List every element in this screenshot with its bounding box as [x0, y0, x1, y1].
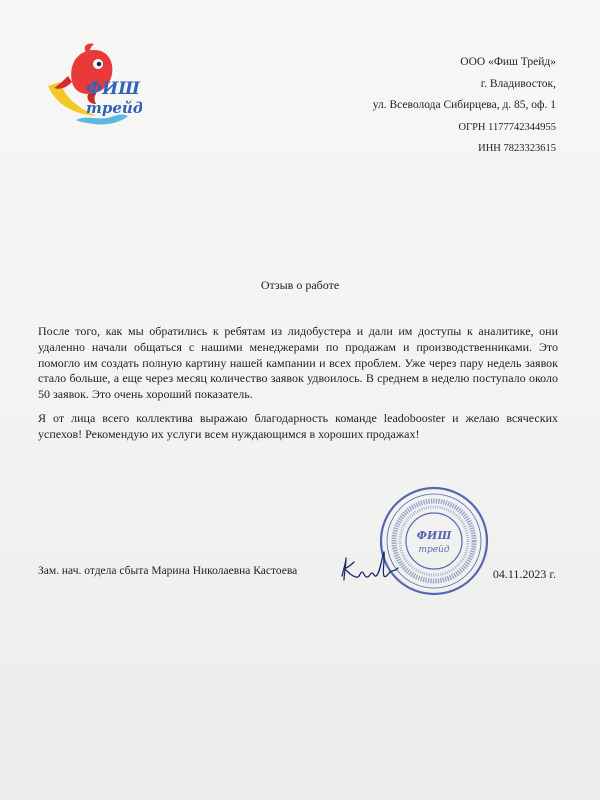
- logo-text-trade: трейд: [86, 99, 142, 117]
- logo-text-fish: ФИШ: [86, 79, 140, 99]
- company-name: ООО «Фиш Трейд»: [460, 56, 556, 68]
- signer-name: Зам. нач. отдела сбыта Марина Николаевна Кастоева: [38, 565, 298, 577]
- handwritten-signature: [338, 546, 402, 586]
- stamp-text-fish: ФИШ: [416, 529, 452, 542]
- letter-body: [38, 324, 558, 451]
- company-ogrn: ОГРН 1177742344955: [458, 121, 556, 133]
- letter-paragraph-1: После того, как мы обратились к ребятам из лидобустера и дали им доступы к аналитике, они удаленно начали общаться с нашими менеджерами по продажам и производственниками. Это помогло им создать полную картину нашей кампании и всех проблем. Уже через пару недель заявок стало больше, а еще через месяц количество заявок удвоилось. В среднем в неделю поступало около 50 заявок. Это очень хороший показатель.: [38, 324, 558, 402]
- company-logo: [42, 42, 142, 128]
- fish-icon: [42, 42, 142, 128]
- letter-paragraph-2: Я от лица всего коллектива выражаю благодарность команде leadobooster и желаю всяческих успехов! Рекомендую их услуги всем нуждающимся в хороших продажах!: [38, 410, 558, 441]
- company-address: ул. Всеволода Сибирцева, д. 85, оф. 1: [372, 99, 556, 111]
- company-inn: ИНН 7823323615: [478, 143, 556, 154]
- letter-date: 04.11.2023 г.: [492, 567, 556, 581]
- company-details: [373, 52, 556, 160]
- letter-title: Отзыв о работе: [260, 278, 340, 292]
- stamp-text-trade: трейд: [418, 545, 450, 555]
- company-city: г. Владивосток,: [480, 77, 556, 90]
